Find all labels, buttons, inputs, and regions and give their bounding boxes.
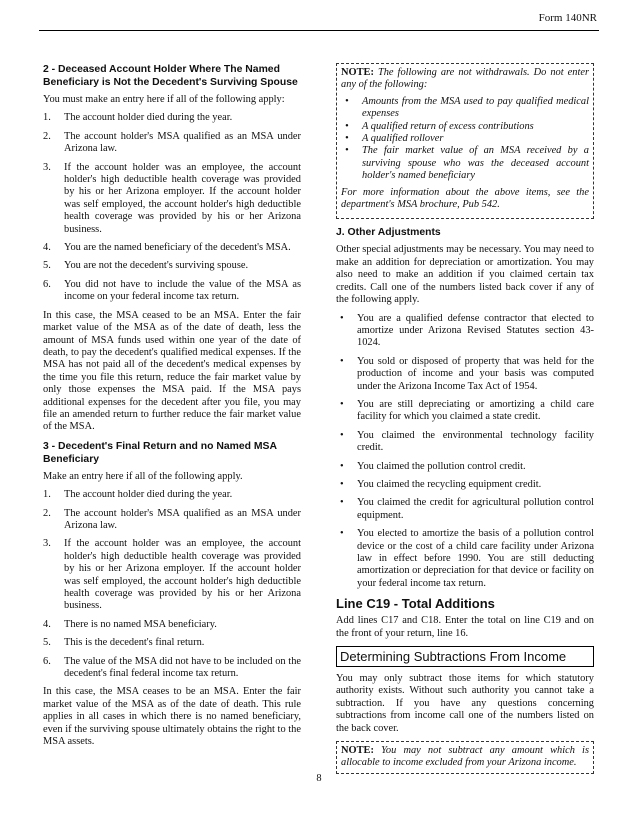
- form-number: Form 140NR: [538, 12, 597, 24]
- list-item: 5. You are not the decedent's surviving spouse.: [43, 260, 249, 272]
- bullet-icon: •: [340, 398, 344, 410]
- note-intro: The following are not withdrawals. Do not enter any of the following:: [341, 67, 589, 91]
- list-item: • You claimed the environmental technology facility credit.: [340, 429, 594, 454]
- list-item: • You claimed the credit for agricultural pollution control equipment.: [340, 497, 594, 521]
- bullet-icon: •: [340, 355, 344, 367]
- section-j-paragraph: Other special adjustments may be necessary. You may need to make an addition for depreciation or amortization. You may also need to make an addition if you claimed certain tax credits. Call one of the numbers listed back cover if any of the following apply.: [336, 244, 594, 306]
- list-item: 1. The account holder died during the year.: [43, 112, 233, 124]
- header-rule: [39, 30, 599, 31]
- bullet-icon: •: [340, 478, 344, 490]
- list-item: 2. The account holder's MSA qualified as an MSA under Arizona law.: [43, 507, 301, 531]
- list-item: • You claimed the recycling equipment credit.: [340, 478, 542, 490]
- subtractions-title: Determining Subtractions From Income: [336, 646, 594, 667]
- bullet-icon: •: [345, 120, 349, 132]
- list-item: • A qualified rollover: [345, 133, 444, 145]
- list-item: 6. You did not have to include the value of the MSA as income on your federal income tax return.: [43, 278, 301, 303]
- line-c19-title: Line C19 - Total Additions: [336, 596, 495, 612]
- withdrawals-note-box: [336, 63, 594, 219]
- bullet-icon: •: [340, 528, 344, 540]
- subtract-note-box: [336, 741, 594, 774]
- bullet-icon: •: [345, 145, 349, 157]
- list-item: 6. The value of the MSA did not have to be included on the decedent's final federal income tax return.: [43, 655, 301, 680]
- list-item: • You are still depreciating or amortizing a child care facility for which you claimed a state credit.: [340, 398, 594, 423]
- left-column: [43, 63, 301, 754]
- section-3-list: [43, 489, 301, 680]
- bullet-icon: •: [345, 95, 349, 107]
- note-more-info: For more information about the above items, see the department's MSA brochure, Pub 542.: [341, 186, 589, 211]
- note-text: You may not subtract any amount which is allocable to income excluded from your Arizona income.: [341, 745, 589, 769]
- section-2-paragraph: In this case, the MSA ceased to be an MSA. Enter the fair market value of the MSA as of the date of death, less the amount of MSA funds used within one year of the date of death, to pay the decedent's qualified medical expenses. If the MSA has not paid all of the decedent's medical expenses by the time you file this return, reduce the fair market value by only those expenses the MSA paid. If the MSA pays additional expenses for the decedent after you file, you may file an amended return to further reduce the fair market value of the MSA.: [43, 309, 301, 433]
- bullet-icon: •: [340, 312, 344, 324]
- list-item: • You elected to amortize the basis of a pollution control device or the cost of a child care facility under Arizona law in effect before 1990. You are still deducting amortization or depreciation for that device or facility on your federal income tax return.: [340, 528, 594, 589]
- section-2-list: [43, 112, 301, 303]
- subtractions-paragraph: You may only subtract those items for which statutory authority exists. Without such authority you cannot take a subtraction. If you have any questions concerning subtractions from income call one of the numbers listed on the back cover.: [336, 673, 594, 734]
- list-item: • You claimed the pollution control credit.: [340, 460, 526, 472]
- bullet-icon: •: [340, 429, 344, 441]
- list-item: 5. This is the decedent's final return.: [43, 637, 205, 649]
- list-item: 2. The account holder's MSA qualified as an MSA under Arizona law.: [43, 130, 301, 155]
- list-item: 1. The account holder died during the year.: [43, 489, 233, 501]
- list-item: • The fair market value of an MSA received by a surviving spouse who was the deceased account holder's named beneficiary: [345, 145, 589, 182]
- section-3-intro: Make an entry here if all of the following apply.: [43, 470, 243, 482]
- list-item: 4. There is no named MSA beneficiary.: [43, 618, 217, 630]
- bullet-icon: •: [340, 497, 344, 509]
- section-2-intro: You must make an entry here if all of the following apply:: [43, 94, 285, 105]
- page-number: 8: [316, 773, 322, 784]
- section-3-paragraph: In this case, the MSA ceases to be an MSA. Enter the fair market value of the MSA as of the date of death. This rule applies in all cases in which there is no named beneficiary, even if the surviving spouse ultimately obtains the right to the MSA assets.: [43, 686, 301, 748]
- bullet-icon: •: [340, 460, 344, 472]
- section-3-title: 3 - Decedent's Final Return and no Named MSA Beneficiary: [43, 440, 277, 465]
- list-item: • You sold or disposed of property that was held for the production of income and your basis was computed under the Arizona Income Tax Act of 1954.: [340, 355, 594, 392]
- section-j-title: J. Other Adjustments: [336, 227, 441, 239]
- section-j-list: [336, 313, 594, 591]
- list-item: • Amounts from the MSA used to pay qualified medical expenses: [345, 95, 589, 120]
- note-label: NOTE:: [341, 67, 374, 78]
- bullet-icon: •: [345, 133, 349, 145]
- list-item: 4. You are the named beneficiary of the decedent's MSA.: [43, 242, 291, 254]
- note-label: NOTE:: [341, 745, 374, 757]
- line-c19-paragraph: Add lines C17 and C18. Enter the total on line C19 and on the front of your return, line 16.: [336, 615, 594, 639]
- list-item: 3. If the account holder was an employee, the account holder's high deductible health coverage was provided by his or her Arizona employer. If the account holder was self employed, the account holder's high deductible health coverage was provided by his or her Arizona business.: [43, 538, 301, 612]
- note-list: [341, 96, 589, 183]
- list-item: 3. If the account holder was an employee, the account holder's high deductible health coverage was provided by his or her Arizona employer. If the account holder was self employed, the account holder's high deductible health coverage was provided by his or her Arizona business.: [43, 161, 301, 235]
- list-item: • You are a qualified defense contractor that elected to amortize under Arizona Revised Statutes section 43-1024.: [340, 312, 594, 349]
- right-column: [336, 63, 594, 781]
- list-item: • A qualified return of excess contributions: [345, 120, 534, 132]
- section-2-title: 2 - Deceased Account Holder Where The Named Beneficiary is Not the Decedent's Surviving Spouse: [43, 64, 298, 88]
